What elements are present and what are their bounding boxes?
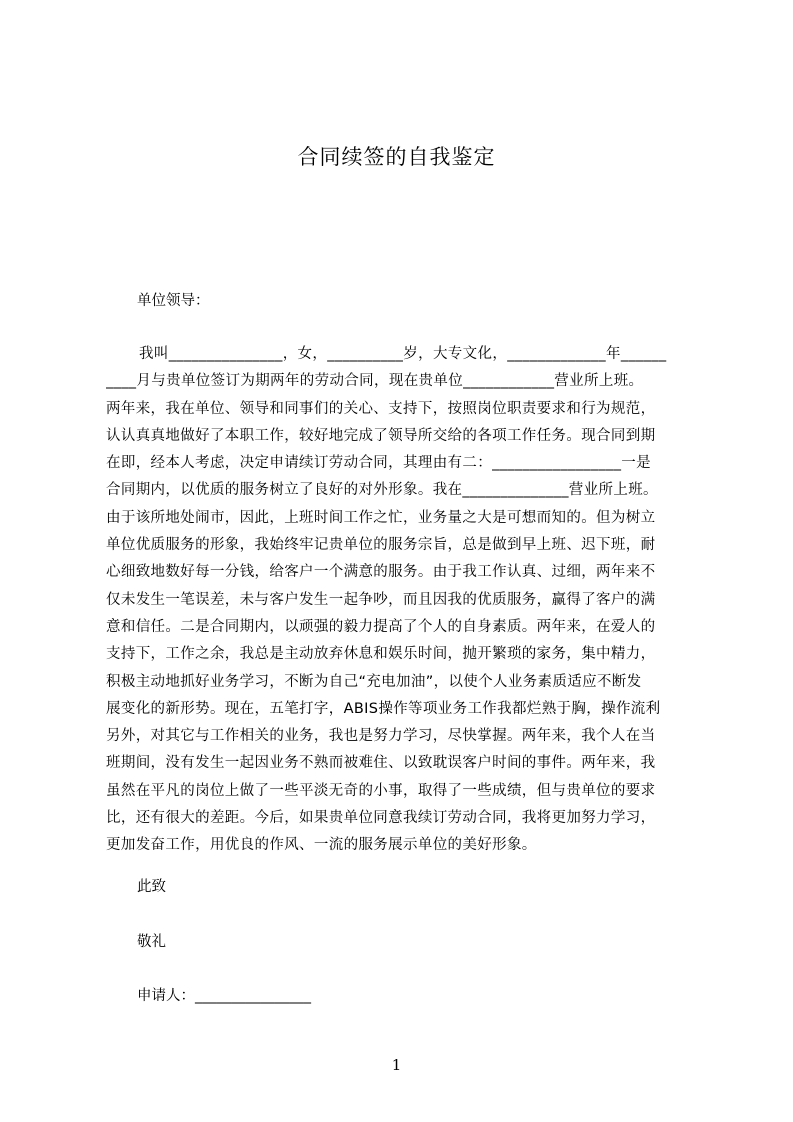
page-number: 1	[391, 1056, 402, 1074]
body-line: 意和信任。二是合同期内，以顽强的毅力提高了个人的自身素质。两年来，在爱人的	[106, 618, 656, 635]
closing-salute: 敬礼	[137, 934, 166, 950]
body-line: 积极主动地抓好业务学习，不断为自己“充电加油”，以使个人业务素质适应不断发	[106, 673, 642, 690]
body-line: 比，还有很大的差距。今后，如果贵单位同意我续订劳动合同，我将更加努力学习，	[106, 810, 656, 827]
body-line: 单位优质服务的形象，我始终牢记贵单位的服务宗旨，总是做到早上班、迟下班，耐	[106, 537, 656, 554]
body-line: 另外，对其它与工作相关的业务，我也是努力学习，尽快掌握。两年来，我个人在当	[106, 728, 656, 745]
closing-greeting: 此致	[137, 879, 166, 895]
body-line: 展变化的新形势。现在，五笔打字，ABIS操作等项业务工作我都烂熟于胸，操作流利	[106, 700, 661, 717]
body-line: 认认真真地做好了本职工作，较好地完成了领导所交给的各项工作任务。现合同到期	[106, 427, 656, 444]
salutation: 单位领导：	[137, 293, 210, 309]
body-line: 由于该所地处闹市，因此，上班时间工作之忙，业务量之大是可想而知的。但为树立	[106, 509, 656, 526]
body-line: 班期间，没有发生一起因业务不熟而被难住、以致耽误客户时间的事件。两年来，我	[106, 755, 656, 772]
body-line: 合同期内，以优质的服务树立了良好的对外形象。我在______________营业所上班。	[106, 482, 658, 499]
body-line: 心细致地数好每一分钱，给客户一个满意的服务。由于我工作认真、过细，两年来不	[106, 564, 656, 581]
body-line: 在即，经本人考虑，决定申请续订劳动合同，其理由有二：_________________一是	[106, 455, 651, 472]
body-line: 支持下，工作之余，我总是主动放弃休息和娱乐时间，抛开繁琐的家务，集中精力，	[106, 646, 656, 663]
body-line: 虽然在平凡的岗位上做了一些平淡无奇的小事，取得了一些成绩，但与贵单位的要求	[106, 782, 656, 799]
body-line: 两年来，我在单位、领导和同事们的关心、支持下，按照岗位职责要求和行为规范，	[106, 400, 656, 417]
body-line: 更加发奋工作，用优良的作风、一流的服务展示单位的美好形象。	[106, 837, 537, 854]
applicant-signature-line: 申请人：________________	[137, 988, 311, 1004]
letter-body	[106, 343, 706, 862]
document-title: 合同续签的自我鉴定	[297, 145, 496, 169]
body-line: 我叫_______________，女，__________岁，大专文化，_____________年______	[139, 346, 667, 362]
body-line: ____月与贵单位签订为期两年的劳动合同，现在贵单位____________营业所上班。	[106, 373, 644, 390]
body-line: 仅未发生一笔误差，未与客户发生一起争吵，而且因我的优质服务，赢得了客户的满	[106, 591, 656, 608]
